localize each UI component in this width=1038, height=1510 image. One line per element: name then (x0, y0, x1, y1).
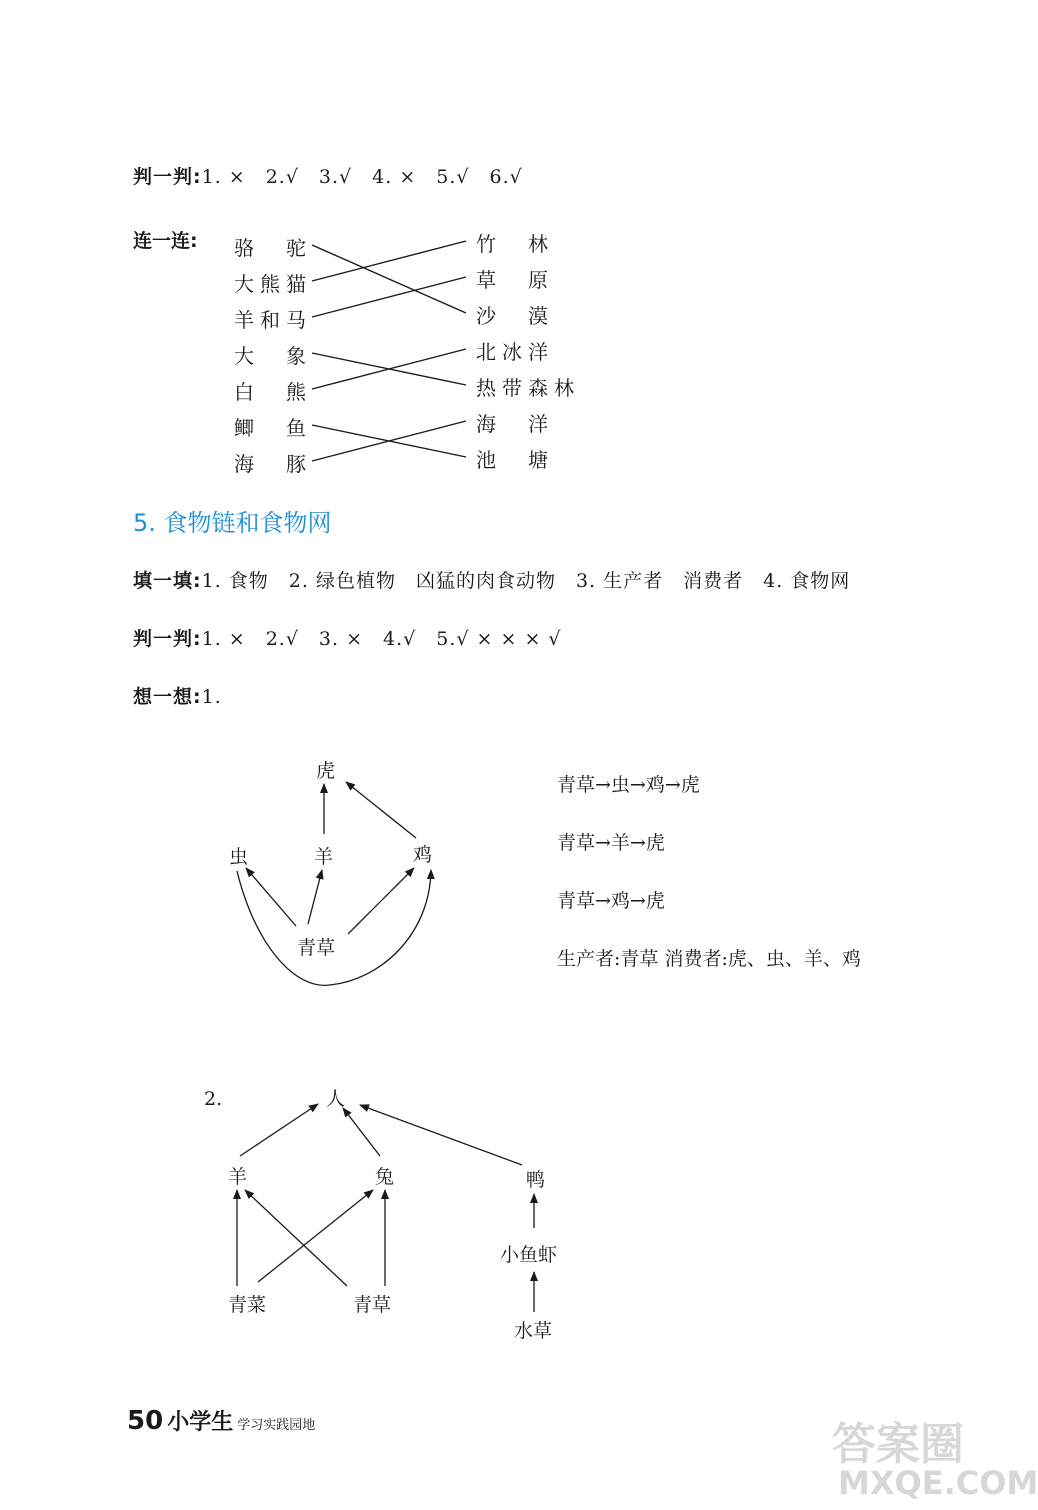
match-right-item: 沙 漠 (476, 304, 554, 328)
chain-3: 青草→鸡→虎 (557, 890, 665, 912)
web2-number: 2. (204, 1088, 223, 1110)
watermark-logo: 答案圈 (832, 1419, 964, 1470)
web1-chicken: 鸡 (413, 844, 433, 866)
arrow-chicken-to-tiger (346, 782, 416, 838)
match-connector-line (312, 421, 466, 461)
web2-duck: 鸭 (526, 1169, 546, 1191)
watermark-url: MXQE.COM (838, 1464, 1038, 1502)
web1-grass: 青草 (297, 937, 336, 959)
arrow-grass-to-insect (246, 868, 296, 926)
footer-brand: 小学生 (167, 1410, 234, 1435)
web2-vegetable: 青菜 (228, 1294, 267, 1316)
page-number: 50 (127, 1406, 164, 1436)
arrow-duck-to-human (360, 1105, 522, 1165)
match-left-item: 大熊猫 (234, 272, 312, 296)
match-left-item: 羊和马 (234, 308, 312, 332)
match-left-item: 大 象 (234, 344, 312, 368)
chain-1: 青草→虫→鸡→虎 (557, 774, 700, 796)
match-right-item: 北冰洋 (476, 340, 554, 364)
judge-1-label: 判一判: (133, 166, 202, 188)
judge-2-answers: 1. × 2.√ 3. × 4.√ 5.√ × × × √ (201, 628, 562, 650)
match-right-item: 热带森林 (476, 376, 580, 400)
match-connector-line (312, 241, 466, 281)
arrow-rabbit-to-human (343, 1108, 380, 1156)
think-label: 想一想: (133, 686, 202, 708)
fill-answers: 1. 食物 2. 绿色植物 凶猛的肉食动物 3. 生产者 消费者 4. 食物网 (201, 570, 851, 592)
roles-text: 生产者:青草 消费者:虎、虫、羊、鸡 (557, 948, 861, 970)
web1-sheep: 羊 (314, 846, 334, 868)
arrow-grass-to-sheep-2 (245, 1190, 347, 1286)
chain-2: 青草→羊→虎 (557, 832, 665, 854)
web2-waterweed: 水草 (514, 1320, 553, 1342)
match-left-item: 骆 驼 (234, 236, 312, 260)
web2-shrimp: 小鱼虾 (500, 1244, 558, 1266)
arrow-grass-to-sheep (308, 870, 322, 924)
arrow-sheep-to-human (240, 1104, 318, 1156)
match-connector-line (312, 277, 466, 317)
match-right-item: 海 洋 (476, 412, 554, 436)
match-label: 连一连: (133, 230, 198, 252)
section-title: 5. 食物链和食物网 (133, 509, 332, 537)
arrow-grass-to-chicken (348, 868, 414, 934)
footer (127, 1405, 315, 1436)
match-connector-line (312, 245, 466, 313)
match-left-item: 鲫 鱼 (234, 416, 312, 440)
web2-rabbit: 兔 (375, 1166, 395, 1188)
arrow-vegetable-to-rabbit (258, 1190, 373, 1282)
web1-tiger: 虎 (316, 760, 336, 782)
web2-grass: 青草 (353, 1294, 392, 1316)
footer-subtitle: 学习实践园地 (237, 1418, 316, 1433)
arrow-insect-to-chicken (237, 870, 431, 985)
judge-2-label: 判一判: (133, 628, 202, 650)
web1-insect: 虫 (229, 846, 249, 868)
match-left-item: 海 豚 (234, 452, 312, 476)
web2-sheep: 羊 (228, 1166, 248, 1188)
fill-label: 填一填: (133, 570, 202, 592)
match-right-item: 池 塘 (476, 448, 554, 472)
match-right-item: 竹 林 (476, 232, 554, 256)
web2-human: 人 (326, 1088, 346, 1110)
judge-1-answers: 1. × 2.√ 3.√ 4. × 5.√ 6.√ (201, 166, 523, 188)
think-number-1: 1. (201, 686, 222, 708)
match-connector-line (312, 349, 466, 389)
match-right-item: 草 原 (476, 268, 554, 292)
match-left-item: 白 熊 (234, 380, 312, 404)
